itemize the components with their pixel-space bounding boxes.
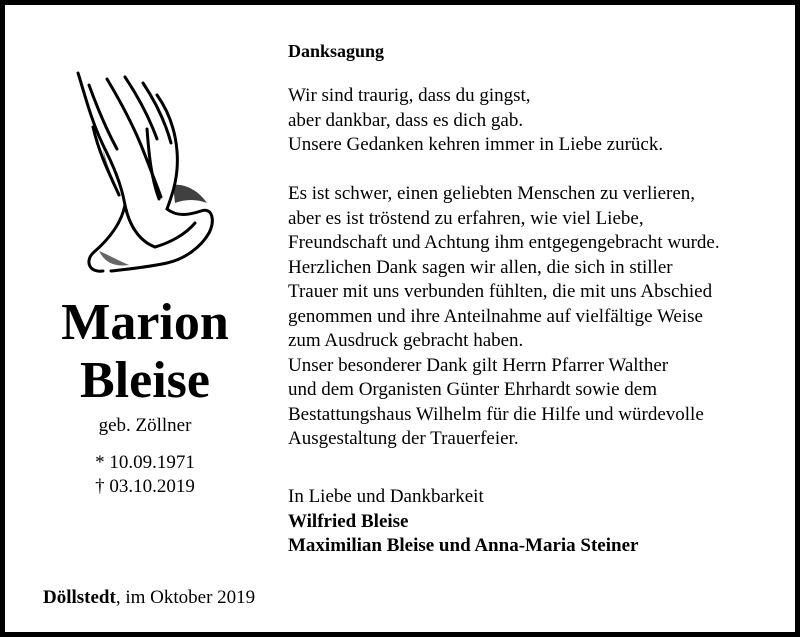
paragraph-line: Trauer mit uns verbunden fühlten, die mit uns Abschied (288, 281, 713, 302)
poem-line: aber dankbar, dass es dich gab. (288, 109, 524, 131)
life-dates (25, 451, 265, 499)
paragraph-line: Es ist schwer, einen geliebten Menschen zu verlieren, (288, 183, 696, 204)
paragraph-line: Herzlichen Dank sagen wir allen, die sich in stiller (288, 256, 673, 278)
closing-line: In Liebe und Dankbarkeit (288, 486, 484, 507)
death-date: † 03.10.2019 (95, 476, 195, 497)
heading: Danksagung (288, 41, 385, 61)
paragraph-line: Bestattungshaus Wilhelm für die Hilfe und würdevolle (288, 403, 704, 425)
place-and-date (43, 587, 255, 609)
paragraph-line: Unser besonderer Dank gilt Herrn Pfarrer Walther (288, 354, 669, 376)
paragraph-line: Ausgestaltung der Trauerfeier. (288, 428, 519, 449)
paragraph-line: zum Ausdruck gebracht haben. (288, 330, 524, 351)
paragraph-line: genommen und ihre Anteilnahme auf vielfältige Weise (288, 305, 703, 327)
signature-line: Wilfried Bleise (288, 510, 409, 532)
paragraph-line: Freundschaft und Achtung ihm entgegengebracht wurde. (288, 232, 720, 253)
praying-hands-icon (63, 65, 223, 285)
poem-line: Wir sind traurig, dass du gingst, (288, 85, 531, 106)
place-name: Döllstedt (43, 587, 116, 608)
closing-block (288, 485, 788, 559)
paragraph-line: und dem Organisten Günter Ehrhardt sowie dem (288, 379, 658, 400)
thanks-paragraph (288, 182, 788, 452)
date-text: , im Oktober 2019 (115, 587, 256, 608)
deceased-first-name: Marion (61, 294, 229, 351)
signature-line: Maximilian Bleise und Anna-Maria Steiner (288, 535, 639, 556)
poem-line: Unsere Gedanken kehren immer in Liebe zurück. (288, 134, 664, 155)
poem (288, 84, 788, 158)
birth-date: * 10.09.1971 (95, 452, 195, 473)
paragraph-line: aber es ist tröstend zu erfahren, wie viel Liebe, (288, 207, 644, 229)
deceased-last-name: Bleise (80, 352, 210, 409)
birth-name: geb. Zöllner (98, 415, 192, 436)
